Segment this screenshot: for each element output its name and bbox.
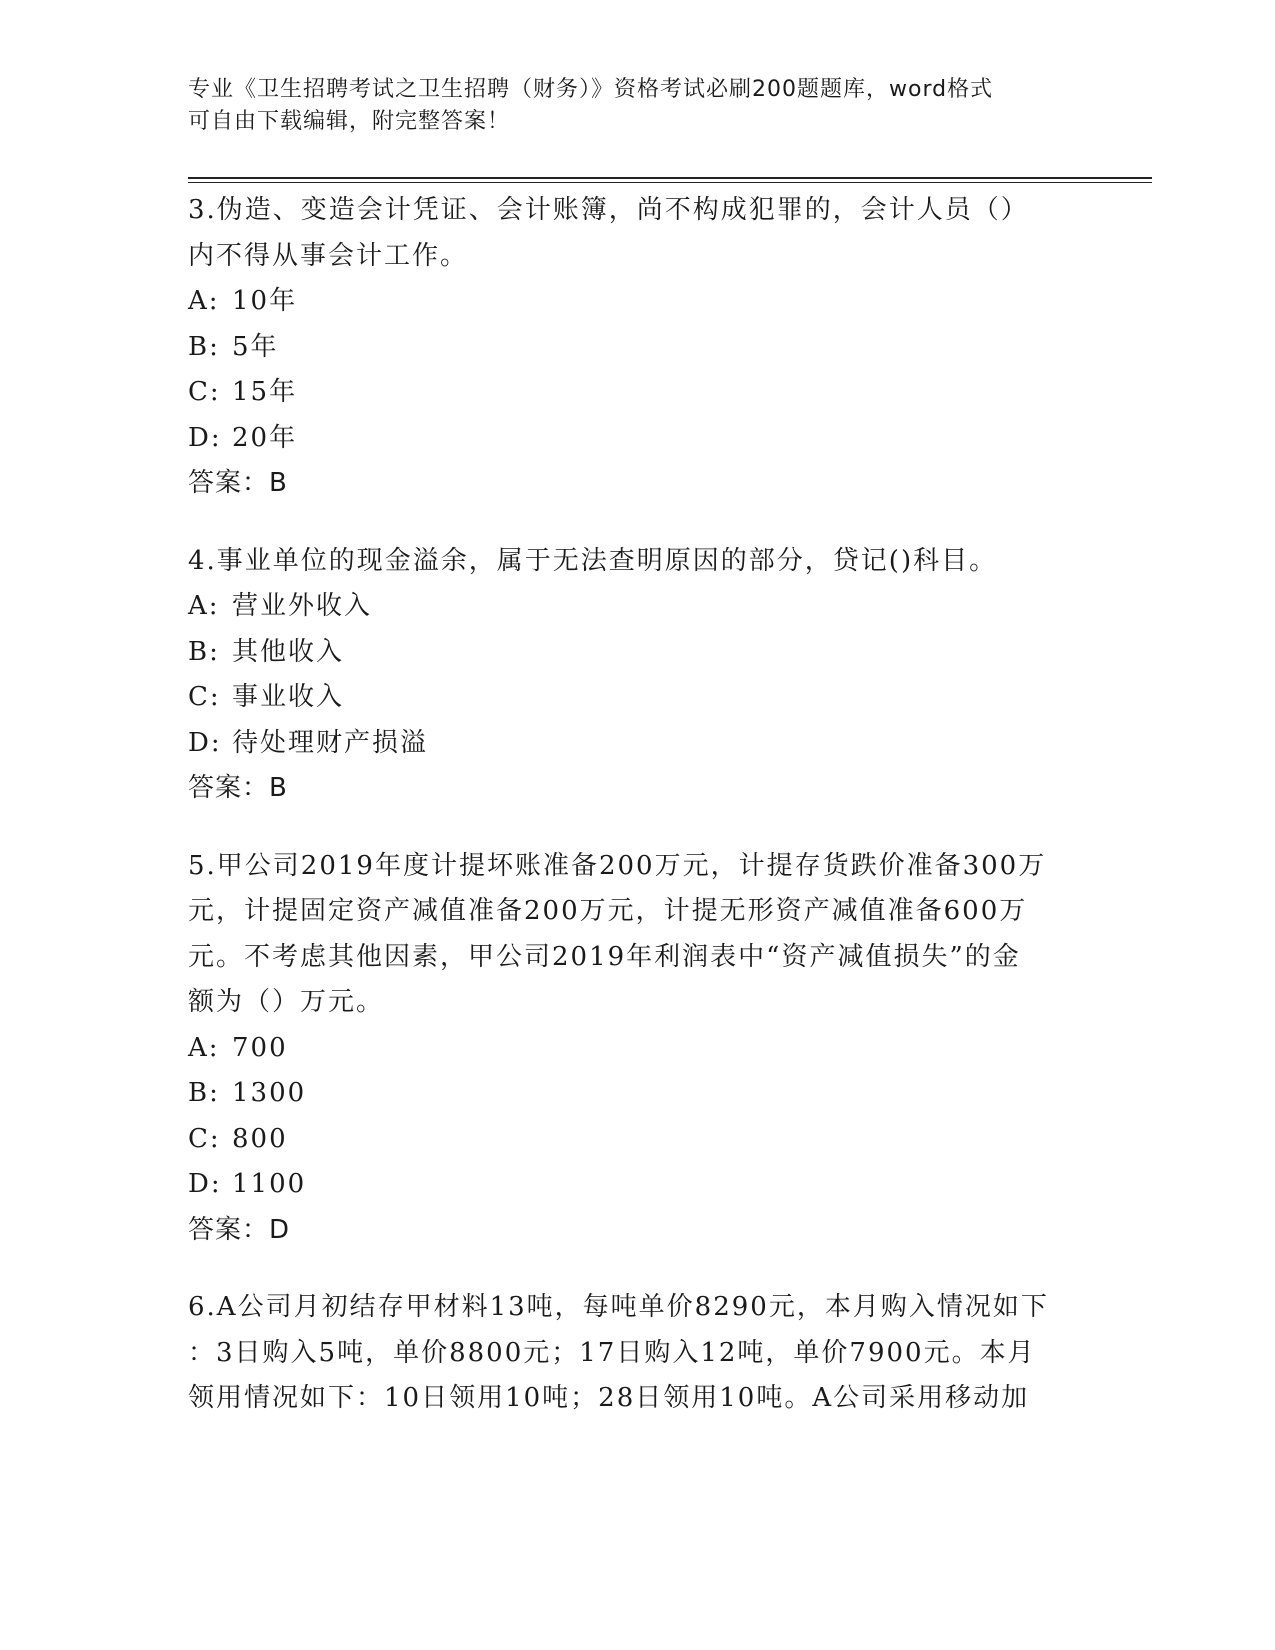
question-text-line: 领用情况如下：10日领用10吨；28日领用10吨。A公司采用移动加 [188, 1383, 1030, 1413]
option-c [188, 370, 1088, 416]
answer-line: 答案：D [188, 1214, 291, 1245]
option-a [188, 584, 1088, 630]
option-text: 10年 [232, 286, 298, 316]
option-letter: C: [188, 682, 221, 712]
header-line-1: 专业《卫生招聘考试之卫生招聘（财务）》资格考试必刷200题题库，word格式 [188, 77, 994, 102]
option-text: 20年 [232, 422, 298, 453]
header-rule-thin [188, 182, 1152, 183]
question-text-line: 额为（）万元。 [188, 987, 385, 1017]
option-b [188, 325, 1088, 371]
option-b [188, 630, 1088, 676]
question-5 [188, 844, 1088, 1254]
option-letter: A: [188, 286, 220, 316]
option-text: 1100 [232, 1169, 307, 1199]
question-text-line: 6.A公司月初结存甲材料13吨，每吨单价8290元，本月购入情况如下 [188, 1292, 1049, 1322]
option-a [188, 279, 1088, 325]
option-letter: A: [188, 591, 220, 621]
option-text: 待处理财产损溢 [232, 727, 429, 758]
header-line-2: 可自由下载编辑，附完整答案！ [188, 109, 511, 134]
option-text: 其他收入 [232, 636, 345, 667]
option-text: 700 [232, 1032, 288, 1063]
option-letter: B: [188, 1078, 220, 1108]
question-text-line: 4.事业单位的现金溢余，属于无法查明原因的部分，贷记()科目。 [188, 545, 998, 576]
option-a [188, 1026, 1088, 1072]
header-rule-thick [188, 177, 1152, 179]
question-text-line: 3.伪造、变造会计凭证、会计账簿，尚不构成犯罪的，会计人员（） [188, 195, 1029, 225]
option-letter: C: [188, 377, 221, 407]
option-d [188, 1162, 1088, 1208]
question-text-line: 5.甲公司2019年度计提坏账准备200万元，计提存货跌价准备300万 [188, 850, 1047, 881]
question-text-line: ：3日购入5吨，单价8800元；17日购入12吨，单价7900元。本月 [188, 1337, 1036, 1368]
option-text: 15年 [232, 377, 298, 407]
option-text: 5年 [232, 331, 279, 362]
question-text-line: 元，计提固定资产减值准备200万元，计提无形资产减值准备600万 [188, 896, 1028, 926]
option-b [188, 1071, 1088, 1117]
question-4 [188, 539, 1088, 812]
question-3 [188, 188, 1088, 507]
option-letter: D: [188, 1169, 222, 1199]
option-letter: A: [188, 1032, 220, 1063]
option-letter: D: [188, 727, 222, 758]
option-letter: C: [188, 1123, 221, 1154]
page-header [188, 74, 1068, 138]
answer-line: 答案：B [188, 468, 288, 498]
question-text-line: 元。不考虑其他因素，甲公司2019年利润表中“资产减值损失”的金 [188, 941, 1021, 972]
option-text: 800 [232, 1123, 288, 1154]
question-6 [188, 1285, 1088, 1422]
option-letter: B: [188, 636, 220, 667]
option-text: 1300 [232, 1078, 307, 1108]
option-letter: D: [188, 422, 222, 453]
answer-line: 答案：B [188, 773, 288, 803]
option-d [188, 416, 1088, 462]
option-d [188, 721, 1088, 767]
question-text-line: 内不得从事会计工作。 [188, 240, 469, 271]
option-c [188, 1117, 1088, 1163]
option-text: 营业外收入 [232, 591, 373, 621]
question-list [188, 188, 1088, 1454]
option-c [188, 675, 1088, 721]
option-letter: B: [188, 331, 220, 362]
option-text: 事业收入 [232, 682, 345, 712]
